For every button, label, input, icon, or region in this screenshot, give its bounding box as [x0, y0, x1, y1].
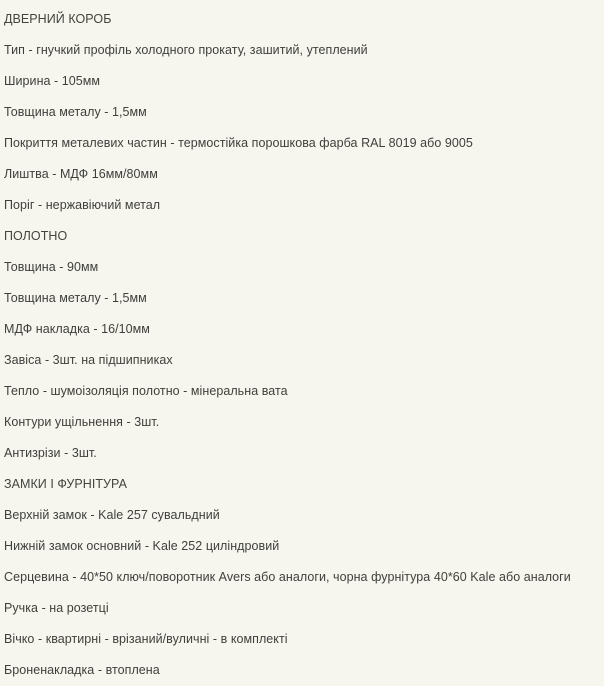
spec-line: Вічко - квартирні - врізаний/вуличні - в комплекті [4, 632, 288, 646]
spec-line: Антизрізи - 3шт. [4, 446, 97, 460]
spec-line: Завіса - 3шт. на підшипниках [4, 353, 173, 367]
spec-line: Нижній замок основний - Kale 252 циліндровий [4, 539, 280, 553]
spec-line: Ширина - 105мм [4, 74, 101, 88]
section-heading: ЗАМКИ І ФУРНІТУРА [4, 477, 127, 491]
spec-line: Тип - гнучкий профіль холодного прокату, зашитий, утеплений [4, 43, 368, 57]
spec-line: Товщина - 90мм [4, 260, 99, 274]
spec-line: Контури ущільнення - 3шт. [4, 415, 160, 429]
spec-line: Верхній замок - Kale 257 сувальдний [4, 508, 220, 522]
spec-line: Поріг - нержавіючий метал [4, 198, 161, 212]
spec-line: Покриття металевих частин - термостійка порошкова фарба RAL 8019 або 9005 [4, 136, 473, 150]
spec-line: Броненакладка - втоплена [4, 663, 160, 677]
spec-line: Тепло - шумоізоляція полотно - мінеральна вата [4, 384, 288, 398]
spec-line: Лиштва - МДФ 16мм/80мм [4, 167, 158, 181]
spec-line: Товщина металу - 1,5мм [4, 291, 147, 305]
section-heading: ПОЛОТНО [4, 229, 68, 243]
spec-line: МДФ накладка - 16/10мм [4, 322, 150, 336]
section-heading: ДВЕРНИЙ КОРОБ [4, 12, 112, 26]
spec-line: Серцевина - 40*50 ключ/поворотник Avers або аналоги, чорна фурнітура 40*60 Kale або аналоги [4, 570, 571, 584]
spec-line: Товщина металу - 1,5мм [4, 105, 147, 119]
spec-line: Ручка - на розетці [4, 601, 109, 615]
